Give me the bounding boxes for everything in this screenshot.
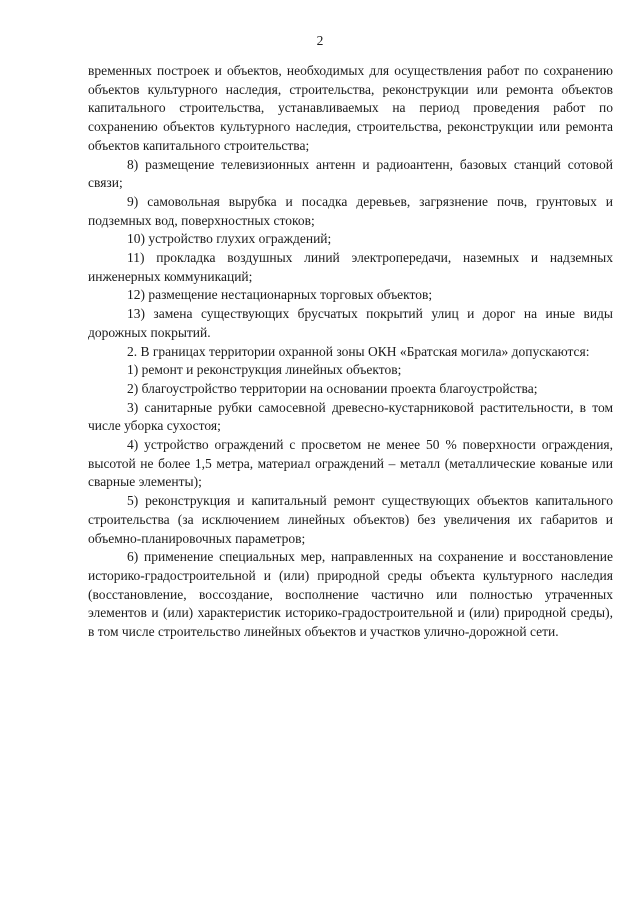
- allowed-item-3: 3) санитарные рубки самосевной древесно-кустарниковой растительности, в том числе уборка сухостоя;: [88, 399, 613, 434]
- allowed-item-2: 2) благоустройство территории на основании проекта благоустройства;: [127, 380, 538, 396]
- paragraph-item-9: 9) самовольная вырубка и посадка деревьев, загрязнение почв, грунтовых и подземных вод, поверхностных стоков;: [88, 193, 613, 228]
- allowed-item-5: 5) реконструкция и капитальный ремонт существующих объектов капитального строительства (за исключением линейных объектов) без увеличения их габаритов и объемно-планировочных параметров;: [88, 493, 613, 546]
- allowed-item-4: 4) устройство ограждений с просветом не менее 50 % поверхности ограждения, высотой не более 1,5 метра, материал ограждений – металл (металлические кованые или сварные элементы);: [88, 437, 613, 490]
- paragraph-item-10: 10) устройство глухих ограждений;: [127, 231, 332, 247]
- paragraph-item-13: 13) замена существующих брусчатых покрытий улиц и дорог на иные виды дорожных покрытий.: [88, 306, 613, 340]
- allowed-item-6: 6) применение специальных мер, направленных на сохранение и восстановление историко-градостроительной и (или) природной среды объекта культурного наследия (восстановление, воссоздание, восполнение частично или полностью утраченных элементов и (или) характеристик историко-градостроительной и (или) природной среды), в том числе строительство линейных объектов и участков улично-дорожной сети.: [88, 549, 613, 640]
- document-body: [88, 62, 613, 642]
- section-2-heading: 2. В границах территории охранной зоны ОКН «Братская могила» допускаются:: [127, 343, 590, 359]
- paragraph-item-8: 8) размещение телевизионных антенн и радиоантенн, базовых станций сотовой связи;: [88, 156, 613, 191]
- paragraph-item-11: 11) прокладка воздушных линий электропередачи, наземных и надземных инженерных коммуникаций;: [88, 250, 613, 284]
- page-number: 2: [316, 33, 324, 48]
- paragraph-item-12: 12) размещение нестационарных торговых объектов;: [127, 287, 433, 303]
- allowed-item-1: 1) ремонт и реконструкция линейных объектов;: [127, 362, 402, 378]
- paragraph-continuation: временных построек и объектов, необходимых для осуществления работ по сохранению объектов культурного наследия, строительства, реконструкции или ремонта объектов капитального строительства, устанавливаемых на период проведения работ по сохранению объектов культурного наследия, строительства, реконструкции или ремонта объектов капитального строительства;: [88, 63, 613, 153]
